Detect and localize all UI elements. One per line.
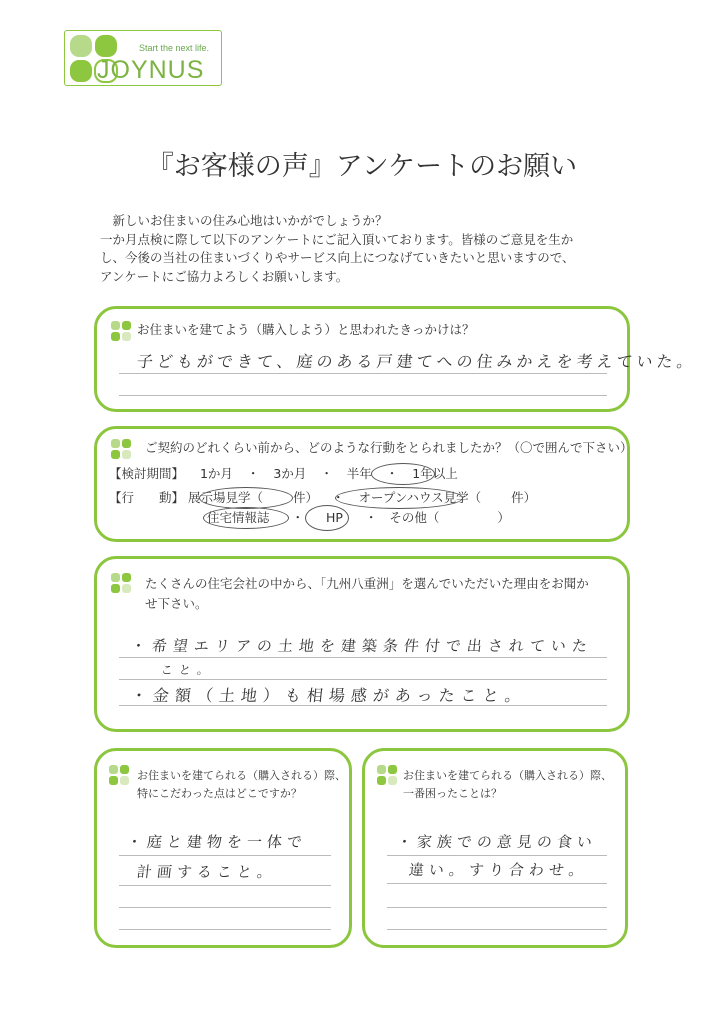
handwritten-answer: こと。 — [160, 663, 216, 677]
selected-circle — [305, 505, 349, 531]
question-box-motivation — [94, 306, 698, 412]
logo-tagline: Start the next life. — [139, 43, 210, 53]
answer-line — [119, 705, 607, 706]
action-showroom: 展示場見学（ — [188, 490, 264, 505]
answer-line — [119, 885, 331, 886]
question-box-actions — [94, 426, 633, 542]
joynus-logo — [64, 30, 222, 86]
period-option-1month: 1か月 — [199, 466, 233, 481]
action-other: その他（ — [389, 510, 440, 525]
intro-line: 一か月点検に際して以下のアンケートにご記入頂いております。皆様のご意見を生か — [100, 231, 574, 247]
answer-line — [387, 883, 607, 884]
intro-line: 新しいお住まいの住み心地はいかがでしょうか？ — [100, 213, 388, 228]
action-label: 【行 動】 — [109, 490, 185, 505]
question-box-focus — [94, 748, 352, 948]
question-box-trouble — [362, 748, 628, 948]
question-text: たくさんの住宅会社の中から、「九州八重洲」を選んでいただいた理由をお聞か — [145, 576, 589, 591]
handwritten-answer: 子どもができて、庭のある戸建てへの住みかえを考えていた。 — [135, 352, 698, 371]
question-text: ご契約のどれくらい前から、どのような行動をとられましたか？（〇で囲んで下さい） — [145, 440, 633, 455]
question-text: 一番困ったことは？ — [403, 787, 502, 800]
period-option-3months: 3か月 — [273, 466, 307, 481]
question-text: せ下さい。 — [145, 596, 208, 611]
answer-line — [387, 907, 607, 908]
separator: ・ — [246, 466, 260, 481]
separator: ・ — [385, 466, 399, 481]
handwritten-answer: 計画すること。 — [136, 863, 278, 881]
period-option-halfyear: 半年 — [346, 466, 372, 481]
action-openhouse: オープンハウス見学（ — [358, 490, 482, 505]
action-hp: HP — [325, 510, 343, 525]
answer-line — [387, 855, 607, 856]
selected-circle — [335, 487, 463, 509]
page-title: 『お客様の声』アンケートのお願い — [146, 151, 578, 182]
period-label: 【検討期間】 — [109, 466, 185, 481]
action-other-close: ） — [497, 510, 510, 525]
question-text: お住まいを建てられる（購入される）際、 — [403, 769, 612, 782]
period-option-over1year: 1年以上 — [412, 466, 458, 481]
intro-line: アンケートにご協力よろしくお願いします。 — [100, 268, 349, 284]
handwritten-answer: ・希望エリアの土地を建築条件付で出されていた — [130, 637, 594, 655]
handwritten-answer: ・家族での意見の食い — [396, 833, 598, 851]
clover-bullet-icon — [111, 321, 131, 341]
separator: ・ — [331, 490, 345, 505]
question-text: お住まいを建てよう（購入しよう）と思われたきっかけは？ — [137, 322, 475, 337]
clover-bullet-icon — [111, 573, 131, 593]
selected-circle — [199, 487, 293, 509]
answer-line — [119, 395, 607, 396]
answer-line — [119, 679, 607, 680]
clover-bullet-icon — [377, 765, 397, 785]
question-text: お住まいを建てられる（購入される）際、 — [137, 769, 346, 782]
handwritten-answer: ・庭と建物を一体で — [126, 833, 308, 851]
question-box-reason — [94, 556, 630, 732]
answer-line — [119, 907, 331, 908]
answer-line — [119, 855, 331, 856]
intro-text — [100, 212, 660, 286]
action-count-suffix: 件） — [292, 490, 318, 505]
selected-circle — [203, 507, 289, 529]
action-count-suffix: 件） — [511, 490, 537, 505]
handwritten-answer: ・金額（土地）も相場感があったこと。 — [129, 686, 528, 705]
clover-bullet-icon — [111, 439, 131, 459]
separator: ・ — [364, 510, 378, 525]
selected-circle — [371, 463, 435, 485]
separator: ・ — [320, 466, 333, 481]
answer-line — [119, 373, 607, 374]
handwritten-answer: 違い。すり合わせ。 — [408, 861, 590, 879]
separator: ・ — [291, 510, 304, 525]
logo-wordmark: JOYNUS — [97, 56, 205, 84]
action-magazine: 住宅情報誌 — [207, 510, 270, 525]
answer-line — [119, 929, 331, 930]
question-text: 特にこだわった点はどこですか？ — [137, 787, 302, 800]
answer-line — [387, 929, 607, 930]
clover-bullet-icon — [109, 765, 129, 785]
intro-line: し、今後の当社の住まいづくりやサービス向上につなげていきたいと思いますので、 — [100, 250, 575, 265]
answer-line — [119, 657, 607, 658]
